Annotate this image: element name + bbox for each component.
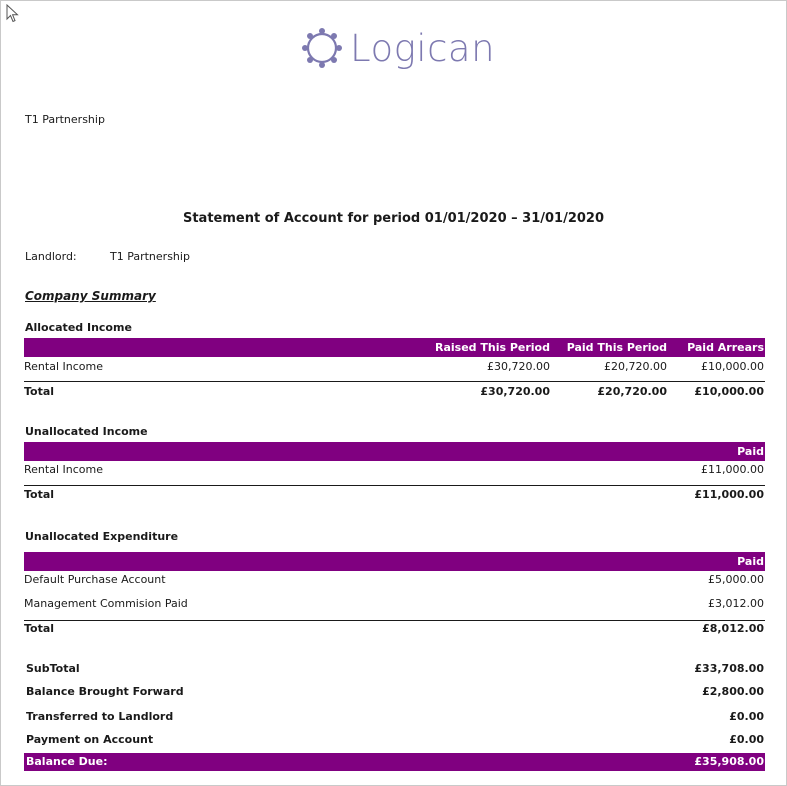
row-label: Management Commision Paid <box>24 597 188 610</box>
row-arrears-value: £10,000.00 <box>701 360 764 373</box>
balance-due-value: £35,908.00 <box>694 755 764 768</box>
total-arrears-value: £10,000.00 <box>694 385 764 398</box>
row-label: Default Purchase Account <box>24 573 166 586</box>
total-paid-value: £20,720.00 <box>597 385 667 398</box>
column-paid-arrears: Paid Arrears <box>687 341 764 354</box>
row-label: Rental Income <box>24 463 103 476</box>
table-row <box>24 360 765 376</box>
logo-text: Logican <box>350 26 496 70</box>
total-label: Total <box>24 488 55 501</box>
column-paid: Paid <box>737 555 764 568</box>
recipient-name: T1 Partnership <box>25 113 105 126</box>
summary-row <box>24 710 765 726</box>
balance-due-bar <box>24 753 765 771</box>
summary-label: Balance Brought Forward <box>26 685 184 698</box>
total-paid-value: £8,012.00 <box>702 622 764 635</box>
mouse-pointer-icon <box>6 4 20 24</box>
allocated-income-heading: Allocated Income <box>25 321 132 334</box>
row-paid-value: £5,000.00 <box>708 573 764 586</box>
total-label: Total <box>24 385 55 398</box>
total-paid-value: £11,000.00 <box>694 488 764 501</box>
allocated-income-header-bar <box>24 338 765 357</box>
summary-value: £33,708.00 <box>694 662 764 675</box>
unallocated-income-heading: Unallocated Income <box>25 425 148 438</box>
logo <box>300 26 495 70</box>
row-paid-value: £3,012.00 <box>708 597 764 610</box>
table-row <box>24 463 765 479</box>
total-row <box>24 488 765 504</box>
summary-label: SubTotal <box>26 662 80 675</box>
total-row <box>24 385 765 401</box>
landlord-label: Landlord: <box>25 250 77 263</box>
row-raised-value: £30,720.00 <box>487 360 550 373</box>
summary-value: £0.00 <box>729 710 764 723</box>
table-row <box>24 573 765 589</box>
company-summary-heading: Company Summary <box>25 289 156 303</box>
balance-due-label: Balance Due: <box>26 755 108 768</box>
row-paid-value: £20,720.00 <box>604 360 667 373</box>
summary-row <box>24 685 765 701</box>
summary-row <box>24 662 765 678</box>
row-label: Rental Income <box>24 360 103 373</box>
table-row <box>24 597 765 613</box>
total-row <box>24 622 765 638</box>
summary-label: Transferred to Landlord <box>26 710 174 723</box>
divider <box>24 485 765 486</box>
total-raised-value: £30,720.00 <box>480 385 550 398</box>
summary-value: £0.00 <box>729 733 764 746</box>
column-raised-this-period: Raised This Period <box>434 341 550 354</box>
logican-star-icon <box>300 26 344 70</box>
summary-label: Payment on Account <box>26 733 154 746</box>
column-paid-this-period: Paid This Period <box>566 341 667 354</box>
landlord-value: T1 Partnership <box>110 250 190 263</box>
total-label: Total <box>24 622 55 635</box>
statement-title: Statement of Account for period 01/01/2020 – 31/01/2020 <box>182 211 605 226</box>
row-paid-value: £11,000.00 <box>701 463 764 476</box>
unallocated-income-header-bar <box>24 442 765 461</box>
unallocated-expenditure-header-bar <box>24 552 765 571</box>
divider <box>24 381 765 382</box>
divider <box>24 620 765 621</box>
summary-row <box>24 733 765 749</box>
unallocated-expenditure-heading: Unallocated Expenditure <box>25 530 179 543</box>
summary-value: £2,800.00 <box>702 685 764 698</box>
column-paid: Paid <box>737 445 764 458</box>
